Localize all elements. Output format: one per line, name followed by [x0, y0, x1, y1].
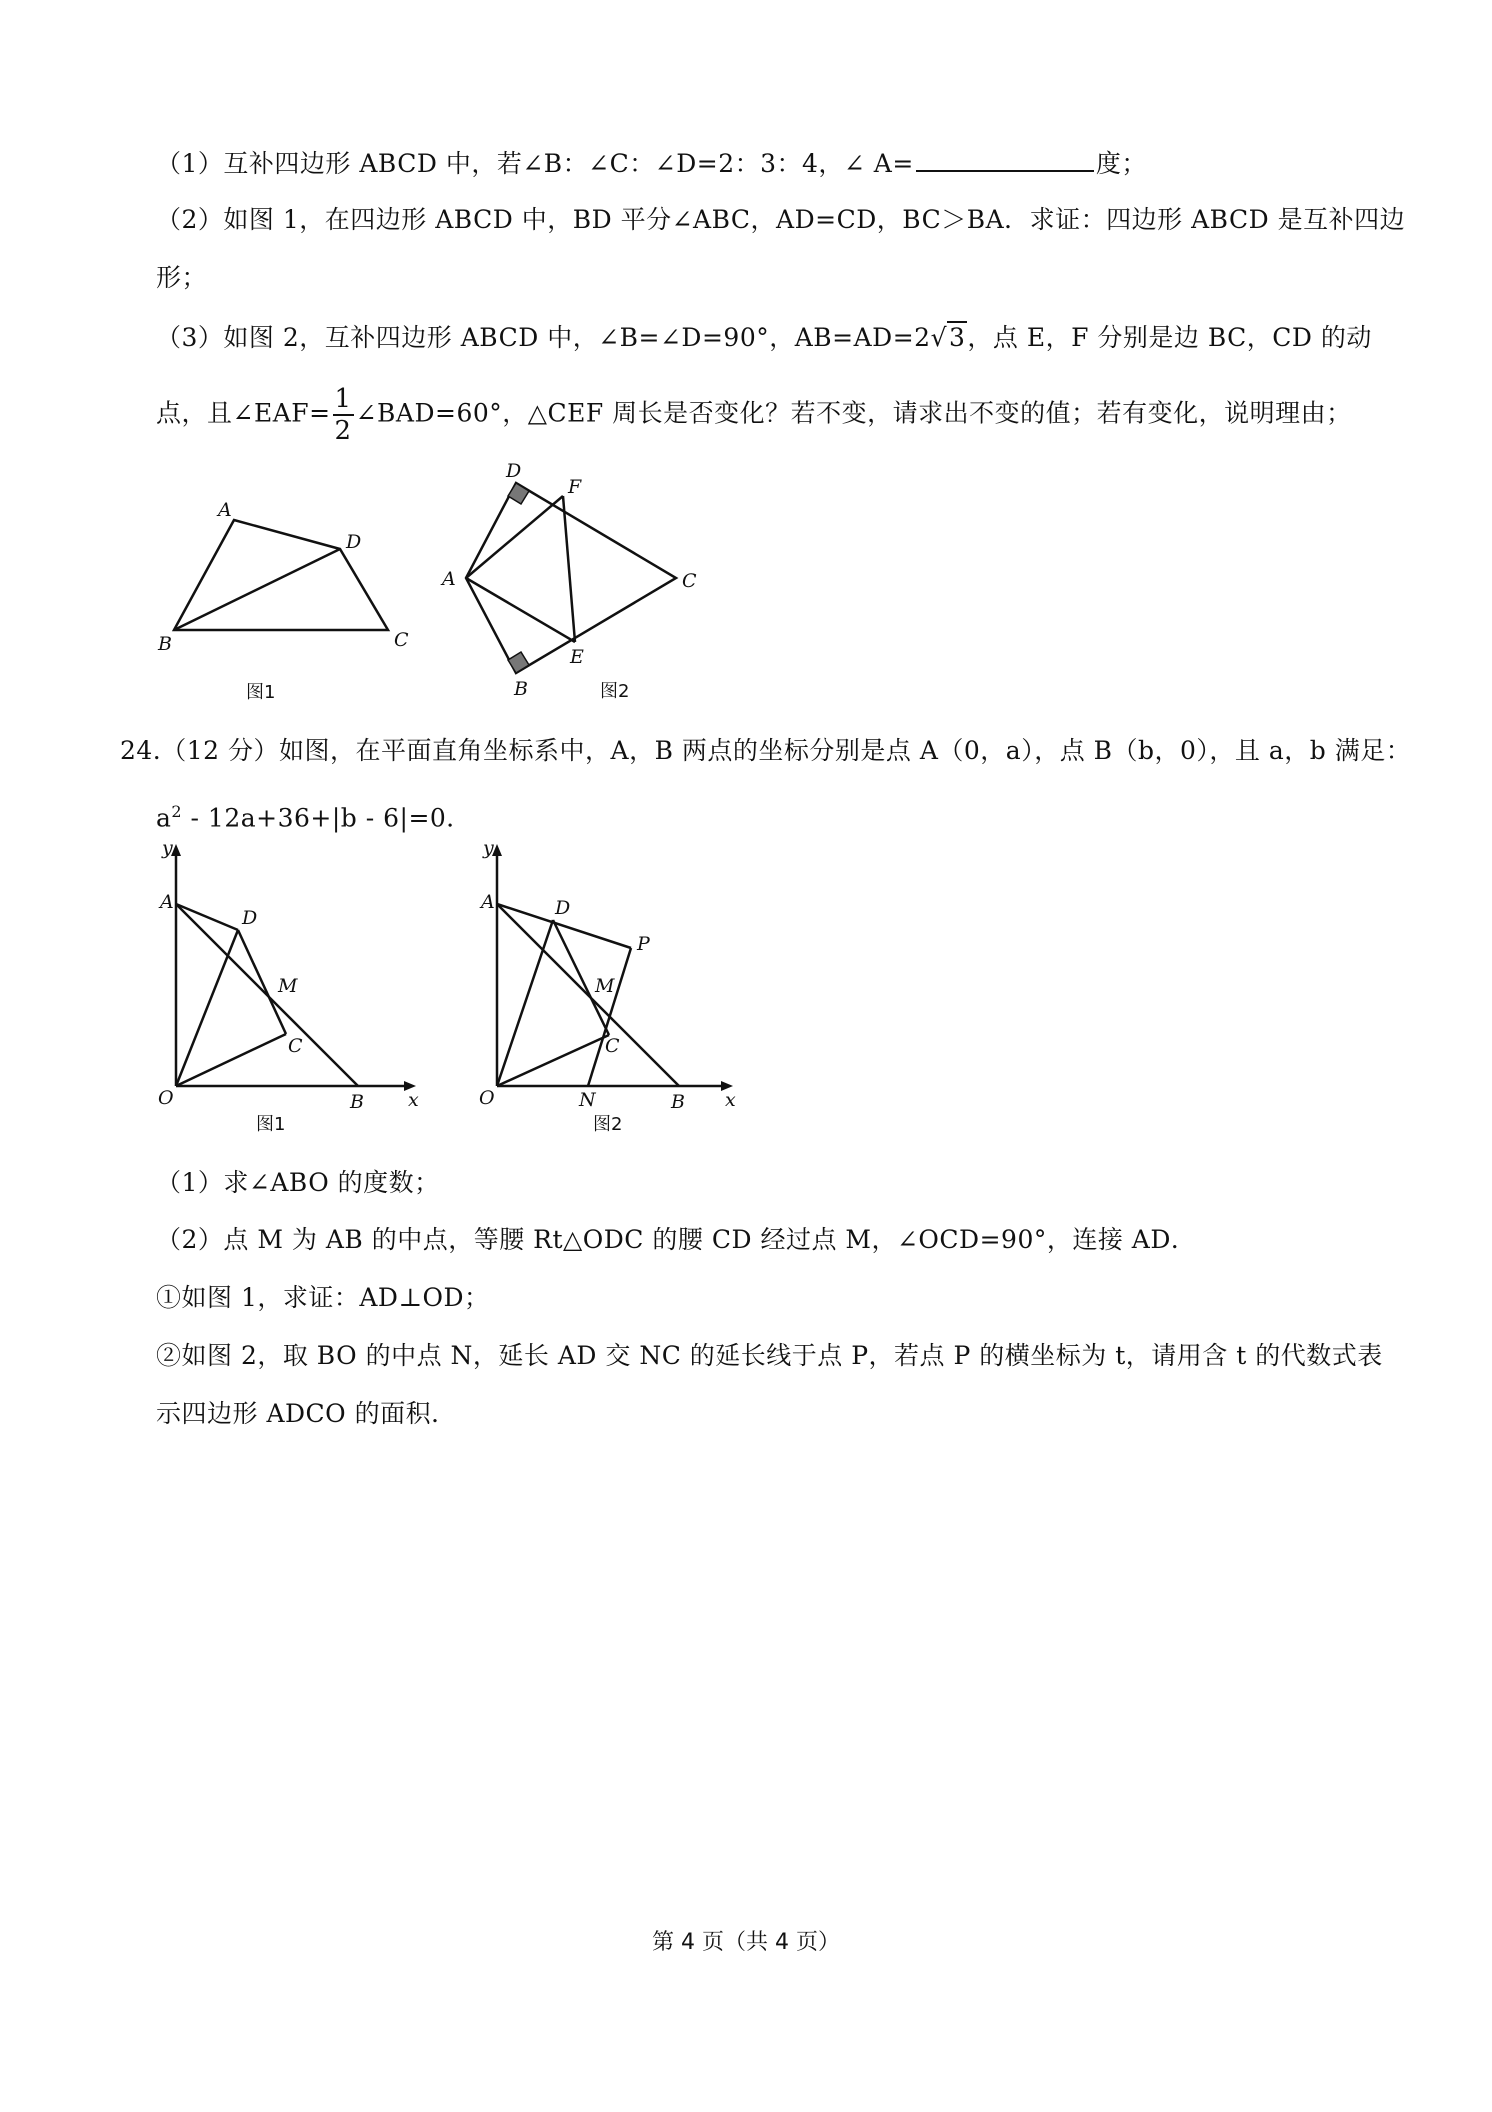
q23-part1-end: 度；	[1095, 149, 1147, 178]
page-number: 第 4 页（共 4 页）	[652, 1930, 840, 1955]
label-a: A	[442, 568, 456, 590]
label-a: A	[160, 891, 174, 913]
q23-part2-line2: 形；	[156, 263, 208, 292]
q23-figure1-svg	[150, 480, 430, 720]
label-x: x	[725, 1089, 736, 1111]
label-o: O	[158, 1087, 174, 1109]
label-p: P	[637, 933, 650, 955]
q23-part3-line2-end: ∠BAD=60°，△CEF 周长是否变化？若不变，请求出不变的值；若有变化，说明理由；	[355, 398, 1352, 428]
q23-part3-end: ，点 E，F 分别是边 BC，CD 的动	[967, 323, 1372, 352]
q23-part3-line1	[156, 322, 1372, 354]
label-b: B	[514, 678, 528, 700]
q23-part3-text: （3）如图 2，互补四边形 ABCD 中，∠B=∠D=90°，AB=AD=	[156, 323, 915, 352]
sqrt-radicand: 3	[949, 323, 966, 352]
label-n: N	[579, 1089, 596, 1111]
label-y: y	[483, 837, 494, 859]
label-y: y	[162, 837, 173, 859]
q23-figure2-svg	[430, 455, 720, 725]
figure-caption: 图2	[593, 1114, 623, 1135]
q23-part2-line1: （2）如图 1，在四边形 ABCD 中，BD 平分∠ABC，AD=CD，BC＞BA．求证：四边形 ABCD 是互补四边	[156, 205, 1406, 234]
label-b: B	[671, 1091, 685, 1113]
label-a: A	[481, 891, 495, 913]
q24-part2-sub2-line2: 示四边形 ADCO 的面积．	[156, 1399, 457, 1428]
segment-oc	[497, 1035, 609, 1086]
q24-part1: （1）求∠ABO 的度数；	[156, 1168, 440, 1197]
label-d: D	[346, 531, 362, 553]
quad-abcd	[466, 483, 676, 673]
q24-part2-sub2-line1: ②如图 2，取 BO 的中点 N，延长 AD 交 NC 的延长线于点 P，若点 P 的横坐标为 t，请用含 t 的代数式表	[156, 1341, 1383, 1370]
q24-figure1	[150, 837, 440, 1135]
fraction-numerator: 1	[334, 384, 352, 414]
label-c: C	[682, 570, 697, 592]
segment-od	[176, 930, 238, 1086]
segment-od	[497, 920, 553, 1086]
q23-figure2	[430, 455, 720, 729]
label-d: D	[555, 897, 571, 919]
label-b: B	[158, 633, 172, 655]
label-c: C	[288, 1035, 303, 1057]
segment-af	[466, 496, 563, 578]
label-m: M	[278, 975, 298, 997]
figure-caption: 图1	[246, 682, 276, 703]
label-f: F	[568, 476, 582, 498]
segment-ad	[176, 904, 238, 930]
q24-figure2	[465, 837, 765, 1135]
label-a: A	[218, 499, 232, 521]
figure-caption: 图2	[600, 681, 630, 702]
label-d: D	[506, 460, 522, 482]
fraction-half	[333, 384, 354, 446]
label-d: D	[242, 907, 258, 929]
q23-part1-text: （1）互补四边形 ABCD 中，若∠B：∠C：∠D=2：3：4，∠ A=	[156, 149, 914, 178]
diagonal-bd	[174, 549, 340, 630]
eq-exponent: 2	[171, 802, 183, 821]
q23-part1	[156, 146, 1147, 180]
q24-figure2-svg	[465, 837, 765, 1135]
q24-intro: 24.（12 分）如图，在平面直角坐标系中，A，B 两点的坐标分别是点 A（0，a），点 B（b，0），且 a，b 满足：	[120, 736, 1412, 765]
sqrt-coef: 2	[914, 323, 931, 352]
segment-np	[588, 948, 631, 1086]
figure-caption: 图1	[256, 1114, 286, 1135]
sqrt-expression: 2√3	[914, 323, 966, 352]
right-angle-mark-b	[508, 652, 529, 673]
q24-part2: （2）点 M 为 AB 的中点，等腰 Rt△ODC 的腰 CD 经过点 M，∠OCD=90°，连接 AD．	[156, 1225, 1197, 1254]
q24-part2-sub1: ①如图 1，求证：AD⊥OD；	[156, 1283, 490, 1312]
fraction-denominator: 2	[334, 416, 352, 446]
label-x: x	[408, 1089, 419, 1111]
eq-rest: - 12a+36+|b - 6|=0．	[182, 803, 472, 833]
eq-var: a	[156, 803, 172, 833]
segment-ab	[497, 904, 679, 1086]
answer-blank	[916, 146, 1094, 172]
label-m: M	[595, 975, 615, 997]
label-c: C	[605, 1035, 620, 1057]
q24-equation	[156, 796, 472, 834]
right-angle-mark-d	[508, 483, 529, 504]
label-b: B	[350, 1091, 364, 1113]
q23-part3-line2-start: 点，且∠EAF=	[156, 398, 331, 428]
q23-figure1	[150, 480, 430, 724]
q24-figure1-svg	[150, 837, 440, 1135]
label-e: E	[570, 646, 584, 668]
label-c: C	[394, 629, 409, 651]
label-o: O	[479, 1087, 495, 1109]
q23-part3-line2	[156, 384, 1352, 446]
